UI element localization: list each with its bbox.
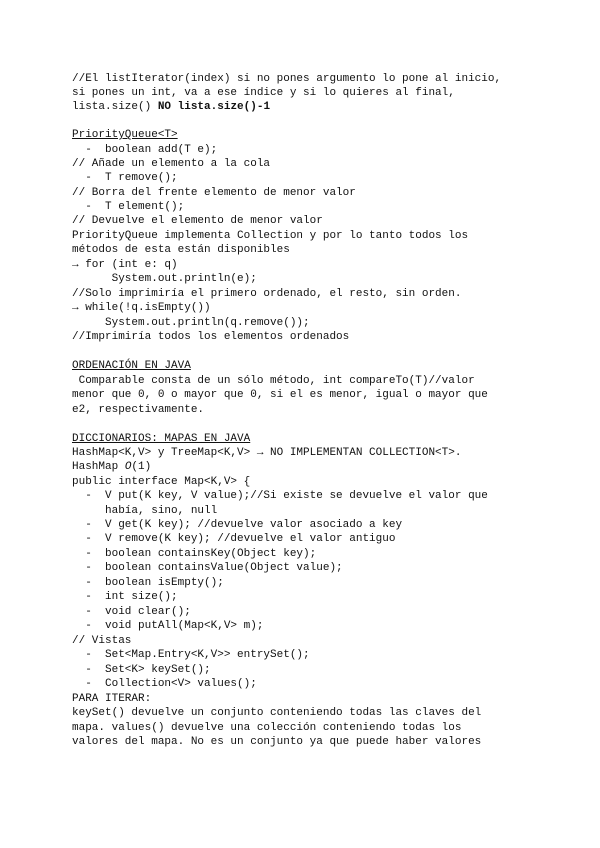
dicc-line: HashMap<K,V> y TreeMap<K,V> → NO IMPLEMENTAN COLLECTION<T>. [72, 447, 462, 459]
pq-line: // Devuelve el elemento de menor valor [72, 215, 323, 227]
dicc-line: - V get(K key); //devuelve valor asociado a key [72, 519, 403, 531]
ord-line: Comparable consta de un sólo método, int compareTo(T)//valor [72, 375, 475, 387]
pq-line: → for (int e: q) [72, 259, 178, 271]
intro-line: si pones un int, va a ese índice y si lo quieres al final, [72, 87, 455, 99]
dicc-text: HashMap [72, 461, 125, 473]
dicc-line [72, 460, 151, 474]
dicc-line: había, sino, null [72, 505, 218, 517]
ord-line: e2, respectivamente. [72, 404, 205, 416]
pq-line: - boolean add(T e); [72, 144, 218, 156]
pq-line: - T remove(); [72, 172, 178, 184]
pq-line: System.out.println(e); [72, 273, 257, 285]
dicc-line: - int size(); [72, 591, 178, 603]
pq-line: PriorityQueue implementa Collection y por lo tanto todos los [72, 230, 469, 242]
dicc-line: - boolean isEmpty(); [72, 577, 224, 589]
pq-line: → while(!q.isEmpty()) [72, 302, 211, 314]
pq-line: métodos de esta están disponibles [72, 244, 290, 256]
pq-line: - T element(); [72, 201, 185, 213]
priorityqueue-heading: PriorityQueue<T> [72, 129, 178, 141]
pq-line: //Imprimiría todos los elementos ordenados [72, 331, 350, 343]
dicc-line: // Vistas [72, 635, 132, 647]
dicc-line: - Set<K> keySet(); [72, 664, 211, 676]
intro-text: lista.size() [72, 101, 158, 113]
intro-line [72, 100, 270, 114]
dicc-line: - void clear(); [72, 606, 191, 618]
dicc-line: keySet() devuelve un conjunto conteniendo todas las claves del [72, 707, 482, 719]
dicc-line: - V remove(K key); //devuelve el valor antiguo [72, 533, 396, 545]
pq-line: // Borra del frente elemento de menor valor [72, 187, 356, 199]
big-o-symbol: O [124, 461, 132, 473]
dicc-line: - boolean containsValue(Object value); [72, 562, 343, 574]
dicc-line: public interface Map<K,V> { [72, 476, 251, 488]
intro-bold-note: NO lista.size()-1 [157, 101, 271, 113]
diccionarios-heading: DICCIONARIOS: MAPAS EN JAVA [72, 433, 251, 445]
dicc-text: (1) [131, 461, 152, 473]
pq-line: //Solo imprimiría el primero ordenado, el resto, sin orden. [72, 288, 462, 300]
dicc-line: - boolean containsKey(Object key); [72, 548, 317, 560]
intro-line: //El listIterator(index) si no pones argumento lo pone al inicio, [72, 73, 502, 85]
dicc-line: - V put(K key, V value);//Si existe se devuelve el valor que [72, 490, 488, 502]
dicc-line: - Set<Map.Entry<K,V>> entrySet(); [72, 649, 310, 661]
ordenacion-heading: ORDENACIÓN EN JAVA [72, 360, 191, 372]
pq-line: System.out.println(q.remove()); [72, 317, 310, 329]
dicc-line: valores del mapa. No es un conjunto ya que puede haber valores [72, 736, 482, 748]
dicc-line: - void putAll(Map<K,V> m); [72, 620, 264, 632]
dicc-line: PARA ITERAR: [72, 693, 152, 705]
pq-line: // Añade un elemento a la cola [72, 158, 271, 170]
ord-line: menor que 0, 0 o mayor que 0, si el es menor, igual o mayor que [72, 389, 488, 401]
dicc-line: mapa. values() devuelve una colección conteniendo todas los [72, 722, 462, 734]
dicc-line: - Collection<V> values(); [72, 678, 257, 690]
